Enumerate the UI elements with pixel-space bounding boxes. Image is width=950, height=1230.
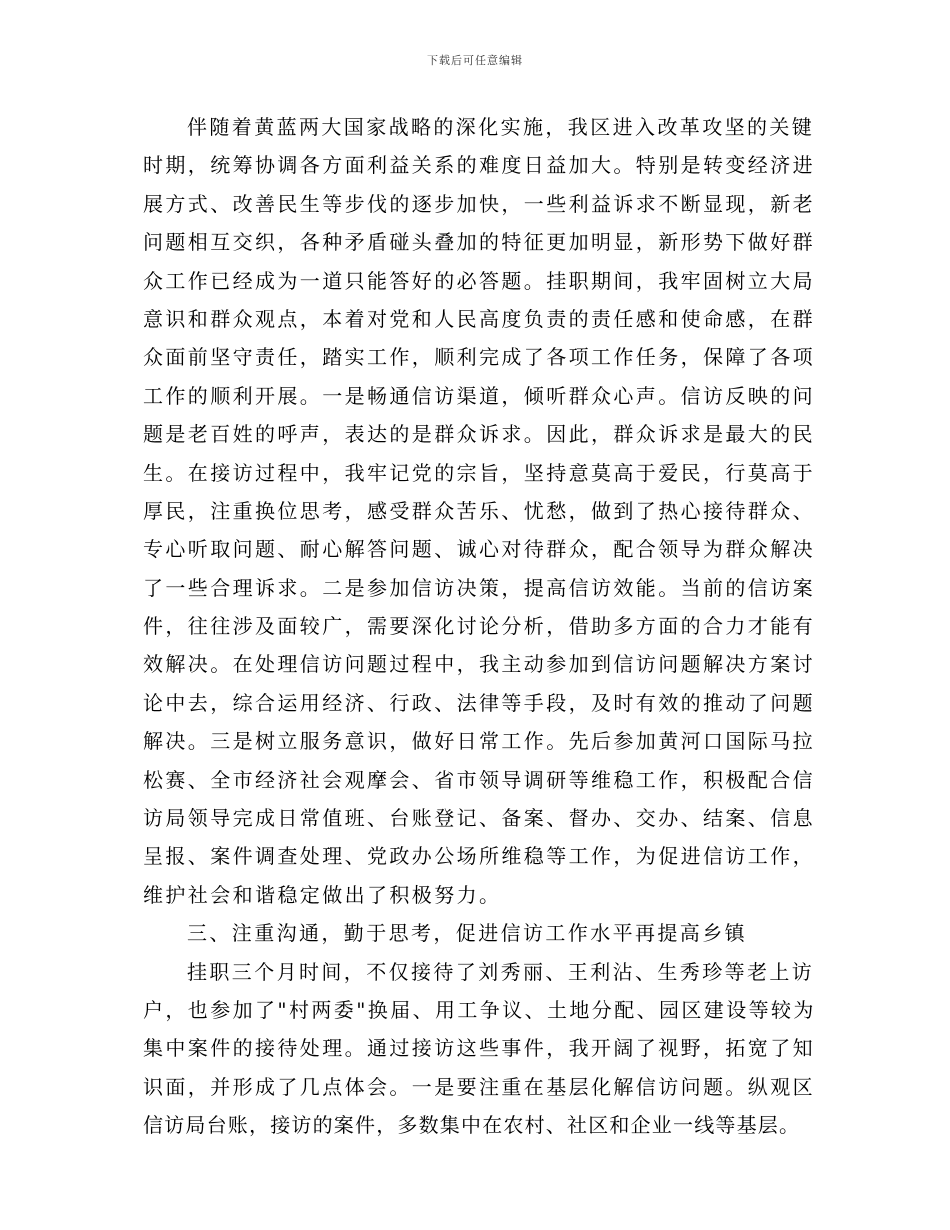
paragraph-line: 题是老百姓的呼声，表达的是群众诉求。因此，群众诉求是最大的民 [143, 422, 815, 447]
paragraph-line: 户，也参加了"村两委"换届、用工争议、土地分配、园区建设等较为 [143, 997, 816, 1022]
paragraph-line: 维护社会和谐稳定做出了积极努力。 [143, 882, 502, 907]
paragraph-line: 解决。三是树立服务意识，做好日常工作。先后参加黄河口国际马拉 [143, 729, 815, 754]
paragraph-line: 众工作已经成为一道只能答好的必答题。挂职期间，我牢固树立大局 [143, 268, 815, 293]
paragraph-line: 访局领导完成日常值班、台账登记、备案、督办、交办、结案、信息 [143, 806, 815, 831]
paragraph-line: 时期，统筹协调各方面利益关系的难度日益加大。特别是转变经济进 [143, 153, 815, 178]
paragraph-line: 识面，并形成了几点体会。一是要注重在基层化解信访问题。纵观区 [143, 1074, 815, 1099]
paragraph-line: 展方式、改善民生等步伐的逐步加快，一些利益诉求不断显现，新老 [143, 191, 815, 216]
paragraph-line: 呈报、案件调查处理、党政办公场所维稳等工作，为促进信访工作， [143, 844, 815, 869]
paragraph-line: 伴随着黄蓝两大国家战略的深化实施，我区进入改革攻坚的关键 [187, 115, 815, 139]
paragraph-line: 松赛、全市经济社会观摩会、省市领导调研等维稳工作，积极配合信 [143, 767, 815, 792]
paragraph-line: 工作的顺利开展。一是畅通信访渠道，倾听群众心声。信访反映的问 [143, 383, 815, 408]
paragraph-line: 问题相互交织，各种矛盾碰头叠加的特征更加明显，新形势下做好群 [143, 230, 815, 255]
paragraph-line: 专心听取问题、耐心解答问题、诚心对待群众，配合领导为群众解决 [143, 537, 815, 562]
paragraph-line: 厚民，注重换位思考，感受群众苦乐、忧愁，做到了热心接待群众、 [143, 498, 815, 523]
paragraph-line: 论中去，综合运用经济、行政、法律等手段，及时有效的推动了问题 [143, 690, 815, 715]
document-body [143, 108, 816, 1145]
paragraph-line: 意识和群众观点，本着对党和人民高度负责的责任感和使命感，在群 [143, 306, 815, 331]
paragraph-line: 集中案件的接待处理。通过接访这些事件，我开阔了视野，拓宽了知 [143, 1036, 815, 1061]
paragraph-line: 了一些合理诉求。二是参加信访决策，提高信访效能。当前的信访案 [143, 575, 815, 600]
section-heading: 三、注重沟通，勤于思考，促进信访工作水平再提高乡镇 [187, 921, 747, 946]
paragraph-line: 效解决。在处理信访问题过程中，我主动参加到信访问题解决方案讨 [143, 652, 815, 677]
paragraph-line: 生。在接访过程中，我牢记党的宗旨，坚持意莫高于爱民，行莫高于 [143, 460, 815, 485]
paragraph-line: 信访局台账，接访的案件，多数集中在农村、社区和企业一线等基层。 [143, 1113, 801, 1138]
paragraph-line: 众面前坚守责任，踏实工作，顺利完成了各项工作任务，保障了各项 [143, 345, 815, 370]
paragraph-line: 挂职三个月时间，不仅接待了刘秀丽、王利沾、生秀珍等老上访 [187, 959, 815, 984]
paragraph-line: 件，往往涉及面较广，需要深化讨论分析，借助多方面的合力才能有 [143, 614, 815, 639]
page-header-note: 下载后可任意编辑 [427, 54, 523, 67]
